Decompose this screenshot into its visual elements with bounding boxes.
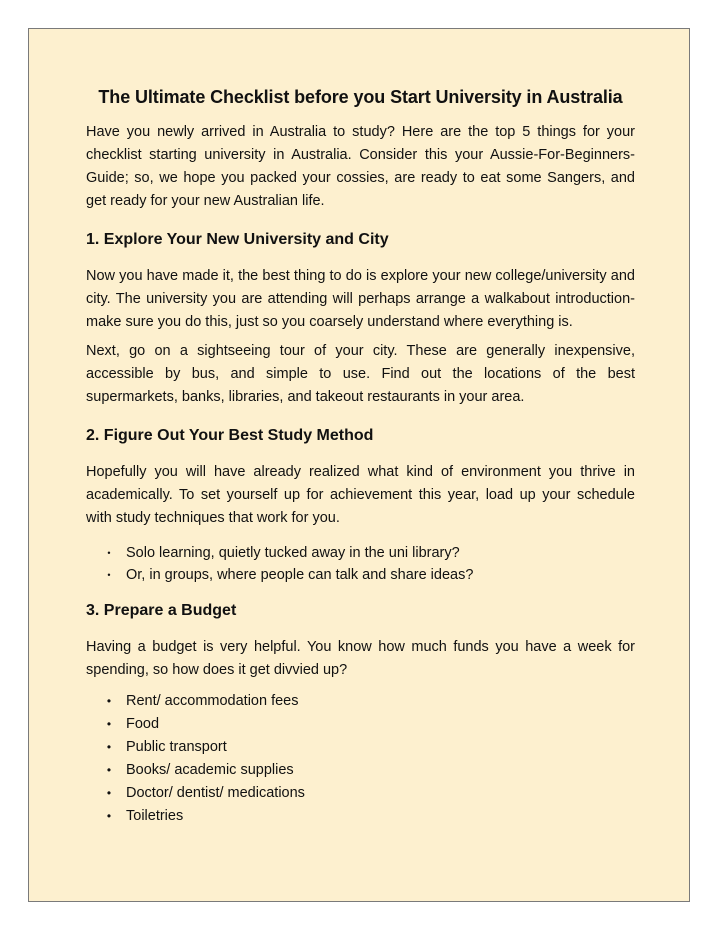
list-item-text: Public transport bbox=[126, 739, 227, 755]
bullet-icon: • bbox=[106, 786, 112, 800]
bullet-icon: • bbox=[107, 570, 111, 580]
bullet-icon: • bbox=[106, 809, 112, 823]
list-item-text: Or, in groups, where people can talk and share ideas? bbox=[126, 567, 474, 583]
bullet-icon: • bbox=[106, 740, 112, 754]
section-1-paragraph-1: Now you have made it, the best thing to do is explore your new college/university and city. The university you are attending will perhaps arrange a walkabout introduction- make sure you do this, just so you coarsely understand where everything is. bbox=[86, 268, 635, 330]
section-1-heading: 1. Explore Your New University and City bbox=[86, 231, 389, 248]
bullet-icon: • bbox=[106, 763, 112, 777]
list-item bbox=[86, 564, 635, 586]
document-title: The Ultimate Checklist before you Start University in Australia bbox=[98, 87, 623, 107]
document-content bbox=[86, 85, 635, 828]
section-1-paragraph-2: Next, go on a sightseeing tour of your city. These are generally inexpensive, accessible by bus, and simple to use. Find out the locations of the best supermarkets, banks, libraries, and takeout restaurants in your area. bbox=[86, 343, 635, 405]
list-item bbox=[86, 736, 635, 759]
bullet-icon: • bbox=[106, 694, 112, 708]
list-item bbox=[86, 759, 635, 782]
list-item-text: Doctor/ dentist/ medications bbox=[126, 785, 305, 801]
section-2-paragraph-1: Hopefully you will have already realized what kind of environment you thrive in academically. To set yourself up for achievement this year, load up your schedule with study techniques that work for you. bbox=[86, 464, 635, 526]
list-item-text: Toiletries bbox=[126, 808, 184, 824]
list-item bbox=[86, 782, 635, 805]
section-2-heading: 2. Figure Out Your Best Study Method bbox=[86, 427, 374, 444]
budget-list bbox=[86, 690, 635, 828]
bullet-icon: • bbox=[106, 717, 112, 731]
list-item-text: Solo learning, quietly tucked away in the uni library? bbox=[126, 545, 460, 561]
bullet-icon: • bbox=[107, 548, 111, 558]
intro-paragraph: Have you newly arrived in Australia to study? Here are the top 5 things for your checklist starting university in Australia. Consider this your Aussie-For-Beginners-Guide; so, we hope you packed your cossies, are ready to eat some Sangers, and get ready for your new Australian life. bbox=[86, 124, 635, 209]
study-method-list bbox=[86, 542, 635, 586]
list-item bbox=[86, 542, 635, 564]
list-item-text: Books/ academic supplies bbox=[126, 762, 294, 778]
list-item bbox=[86, 690, 635, 713]
list-item bbox=[86, 805, 635, 828]
document-page bbox=[28, 28, 690, 902]
section-3-heading: 3. Prepare a Budget bbox=[86, 602, 237, 619]
list-item-text: Food bbox=[126, 716, 160, 732]
list-item-text: Rent/ accommodation fees bbox=[126, 693, 299, 709]
list-item bbox=[86, 713, 635, 736]
section-3-paragraph-1: Having a budget is very helpful. You know how much funds you have a week for spending, so how does it get divvied up? bbox=[86, 639, 635, 678]
